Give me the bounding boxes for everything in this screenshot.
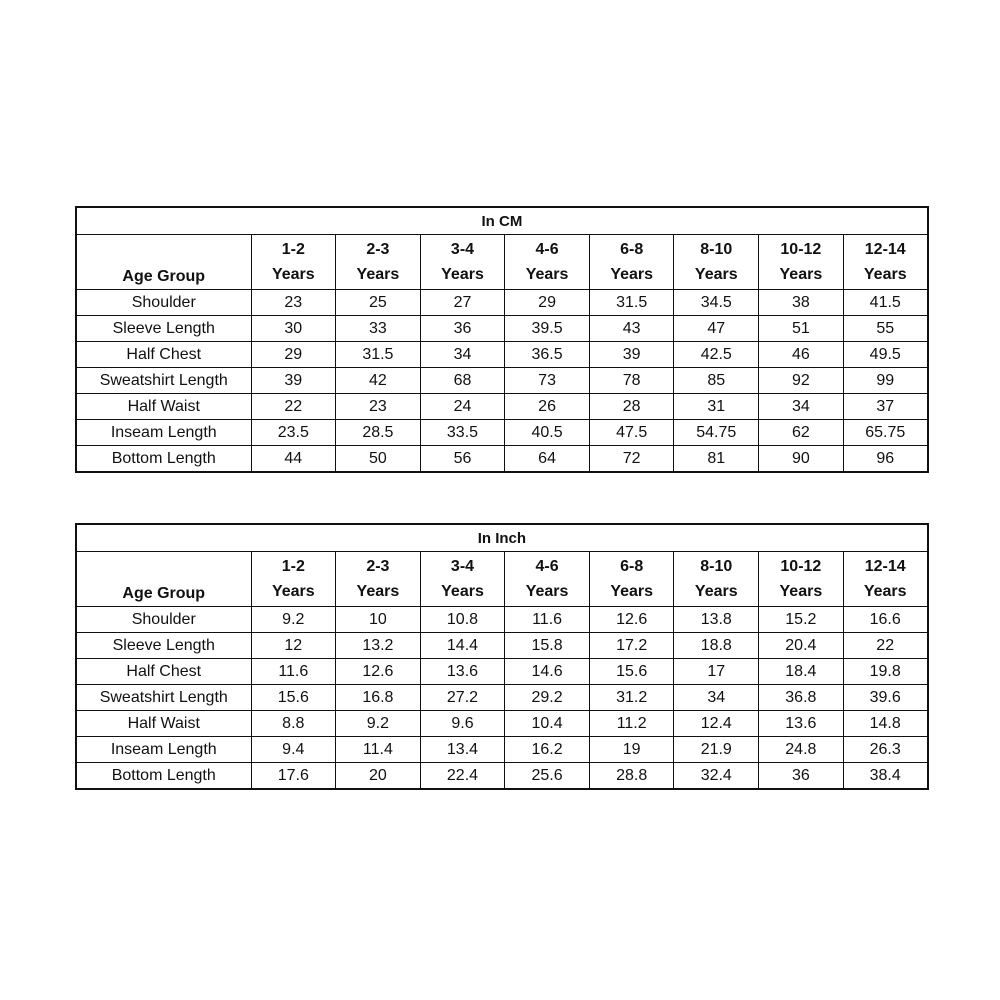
table-row — [76, 290, 928, 316]
measurement-value: 90 — [759, 446, 844, 473]
measurement-value: 41.5 — [843, 290, 928, 316]
measurement-value: 15.8 — [505, 633, 590, 659]
measurement-value: 72 — [589, 446, 674, 473]
measurement-label: Inseam Length — [76, 737, 251, 763]
measurement-value: 17.6 — [251, 763, 336, 790]
measurement-value: 47 — [674, 316, 759, 342]
measurement-value: 13.6 — [420, 659, 505, 685]
measurement-value: 81 — [674, 446, 759, 473]
measurement-value: 44 — [251, 446, 336, 473]
measurement-value: 29 — [505, 290, 590, 316]
age-column-header — [843, 552, 928, 607]
measurement-value: 65.75 — [843, 420, 928, 446]
age-unit: Years — [271, 266, 315, 283]
age-range: 2-3 — [366, 241, 390, 258]
measurement-value: 23 — [336, 394, 421, 420]
age-unit: Years — [441, 266, 484, 283]
measurement-value: 28 — [589, 394, 674, 420]
measurement-value: 10 — [336, 607, 421, 633]
measurement-value: 29 — [251, 342, 336, 368]
table-row — [76, 633, 928, 659]
measurement-value: 40.5 — [505, 420, 590, 446]
table-row — [76, 394, 928, 420]
measurement-value: 19.8 — [843, 659, 928, 685]
measurement-label: Shoulder — [76, 290, 251, 316]
age-unit: Years — [779, 583, 823, 600]
measurement-value: 11.6 — [251, 659, 336, 685]
age-unit: Years — [779, 266, 823, 283]
measurement-value: 28.8 — [589, 763, 674, 790]
measurement-label: Sweatshirt Length — [76, 685, 251, 711]
measurement-value: 12.4 — [674, 711, 759, 737]
table-row — [76, 607, 928, 633]
measurement-value: 36.5 — [505, 342, 590, 368]
measurement-value: 26 — [505, 394, 590, 420]
age-range: 6-8 — [620, 558, 644, 575]
measurement-value: 17.2 — [589, 633, 674, 659]
measurement-value: 38 — [759, 290, 844, 316]
age-range: 1-2 — [281, 241, 305, 258]
measurement-value: 15.6 — [251, 685, 336, 711]
measurement-value: 24.8 — [759, 737, 844, 763]
table-row — [76, 316, 928, 342]
measurement-value: 46 — [759, 342, 844, 368]
age-unit: Years — [525, 266, 569, 283]
age-column-header — [420, 235, 505, 290]
measurement-value: 50 — [336, 446, 421, 473]
measurement-value: 39 — [251, 368, 336, 394]
measurement-value: 54.75 — [674, 420, 759, 446]
header-row — [76, 235, 928, 290]
table-row — [76, 763, 928, 790]
measurement-label: Half Chest — [76, 659, 251, 685]
measurement-value: 96 — [843, 446, 928, 473]
measurement-value: 30 — [251, 316, 336, 342]
measurement-value: 36 — [759, 763, 844, 790]
measurement-value: 31.5 — [336, 342, 421, 368]
age-unit: Years — [525, 583, 569, 600]
age-column-header — [251, 235, 336, 290]
age-range: 8-10 — [700, 241, 733, 258]
measurement-value: 13.6 — [759, 711, 844, 737]
measurement-label: Sleeve Length — [76, 633, 251, 659]
measurement-value: 68 — [420, 368, 505, 394]
age-range: 3-4 — [450, 558, 475, 575]
measurement-value: 27 — [420, 290, 505, 316]
measurement-value: 9.2 — [336, 711, 421, 737]
table-row — [76, 420, 928, 446]
measurement-value: 8.8 — [251, 711, 336, 737]
age-column-header — [759, 552, 844, 607]
measurement-value: 10.8 — [420, 607, 505, 633]
age-unit: Years — [863, 583, 907, 600]
age-unit: Years — [694, 583, 738, 600]
measurement-value: 22 — [843, 633, 928, 659]
measurement-value: 16.8 — [336, 685, 421, 711]
measurement-value: 37 — [843, 394, 928, 420]
age-unit: Years — [694, 266, 738, 283]
measurement-label: Sleeve Length — [76, 316, 251, 342]
age-unit: Years — [356, 266, 400, 283]
age-column-header — [589, 552, 674, 607]
age-unit: Years — [610, 266, 654, 283]
age-range: 10-12 — [780, 241, 822, 258]
measurement-value: 12.6 — [336, 659, 421, 685]
measurement-value: 11.2 — [589, 711, 674, 737]
age-column-header — [505, 235, 590, 290]
measurement-value: 49.5 — [843, 342, 928, 368]
measurement-value: 14.6 — [505, 659, 590, 685]
measurement-value: 14.4 — [420, 633, 505, 659]
age-unit: Years — [356, 583, 400, 600]
measurement-value: 9.4 — [251, 737, 336, 763]
measurement-value: 92 — [759, 368, 844, 394]
measurement-value: 42 — [336, 368, 421, 394]
age-group-header: Age Group — [76, 235, 251, 290]
measurement-value: 26.3 — [843, 737, 928, 763]
measurement-value: 31 — [674, 394, 759, 420]
measurement-value: 21.9 — [674, 737, 759, 763]
age-group-header: Age Group — [76, 552, 251, 607]
measurement-value: 13.4 — [420, 737, 505, 763]
age-unit: Years — [441, 583, 484, 600]
measurement-value: 28.5 — [336, 420, 421, 446]
measurement-value: 43 — [589, 316, 674, 342]
table-row — [76, 368, 928, 394]
measurement-label: Bottom Length — [76, 446, 251, 473]
measurement-label: Shoulder — [76, 607, 251, 633]
table-title: In Inch — [76, 524, 928, 552]
measurement-label: Half Chest — [76, 342, 251, 368]
measurement-label: Half Waist — [76, 711, 251, 737]
age-column-header — [759, 235, 844, 290]
measurement-value: 73 — [505, 368, 590, 394]
age-range: 2-3 — [366, 558, 390, 575]
measurement-value: 13.8 — [674, 607, 759, 633]
measurement-value: 19 — [589, 737, 674, 763]
measurement-value: 78 — [589, 368, 674, 394]
measurement-value: 16.2 — [505, 737, 590, 763]
age-unit: Years — [610, 583, 654, 600]
measurement-value: 85 — [674, 368, 759, 394]
age-unit: Years — [271, 583, 315, 600]
measurement-value: 23.5 — [251, 420, 336, 446]
measurement-value: 47.5 — [589, 420, 674, 446]
measurement-label: Inseam Length — [76, 420, 251, 446]
age-column-header — [336, 552, 421, 607]
measurement-value: 29.2 — [505, 685, 590, 711]
measurement-value: 51 — [759, 316, 844, 342]
table-row — [76, 342, 928, 368]
measurement-value: 25 — [336, 290, 421, 316]
age-range: 6-8 — [620, 241, 644, 258]
size-chart-cm-table — [75, 206, 929, 473]
measurement-value: 18.8 — [674, 633, 759, 659]
age-range: 10-12 — [780, 558, 822, 575]
age-column-header — [251, 552, 336, 607]
measurement-value: 27.2 — [420, 685, 505, 711]
measurement-value: 56 — [420, 446, 505, 473]
measurement-value: 11.4 — [336, 737, 421, 763]
measurement-value: 16.6 — [843, 607, 928, 633]
size-chart-inch-table — [75, 523, 929, 790]
age-range: 12-14 — [864, 558, 906, 575]
age-range: 4-6 — [535, 241, 559, 258]
age-column-header — [843, 235, 928, 290]
age-range: 8-10 — [700, 558, 733, 575]
measurement-value: 23 — [251, 290, 336, 316]
measurement-value: 99 — [843, 368, 928, 394]
table-row — [76, 737, 928, 763]
age-unit: Years — [863, 266, 907, 283]
measurement-label: Bottom Length — [76, 763, 251, 790]
table-title: In CM — [76, 207, 928, 235]
measurement-value: 20 — [336, 763, 421, 790]
header-row — [76, 552, 928, 607]
age-range: 4-6 — [535, 558, 559, 575]
age-range: 1-2 — [281, 558, 305, 575]
measurement-label: Half Waist — [76, 394, 251, 420]
measurement-label: Sweatshirt Length — [76, 368, 251, 394]
measurement-value: 34 — [759, 394, 844, 420]
measurement-value: 38.4 — [843, 763, 928, 790]
age-column-header — [589, 235, 674, 290]
measurement-value: 62 — [759, 420, 844, 446]
measurement-value: 32.4 — [674, 763, 759, 790]
age-column-header — [505, 552, 590, 607]
measurement-value: 13.2 — [336, 633, 421, 659]
measurement-value: 20.4 — [759, 633, 844, 659]
measurement-value: 10.4 — [505, 711, 590, 737]
measurement-value: 55 — [843, 316, 928, 342]
table-row — [76, 446, 928, 473]
measurement-value: 36.8 — [759, 685, 844, 711]
measurement-value: 9.2 — [251, 607, 336, 633]
table-row — [76, 685, 928, 711]
age-column-header — [336, 235, 421, 290]
measurement-value: 12.6 — [589, 607, 674, 633]
measurement-value: 36 — [420, 316, 505, 342]
measurement-value: 15.6 — [589, 659, 674, 685]
table-row — [76, 659, 928, 685]
measurement-value: 42.5 — [674, 342, 759, 368]
age-column-header — [674, 552, 759, 607]
measurement-value: 25.6 — [505, 763, 590, 790]
measurement-value: 22.4 — [420, 763, 505, 790]
table-body — [76, 290, 928, 473]
measurement-value: 31.5 — [589, 290, 674, 316]
measurement-value: 14.8 — [843, 711, 928, 737]
measurement-value: 39.5 — [505, 316, 590, 342]
measurement-value: 31.2 — [589, 685, 674, 711]
age-column-header — [674, 235, 759, 290]
measurement-value: 22 — [251, 394, 336, 420]
measurement-value: 34 — [420, 342, 505, 368]
measurement-value: 64 — [505, 446, 590, 473]
measurement-value: 34.5 — [674, 290, 759, 316]
measurement-value: 33.5 — [420, 420, 505, 446]
measurement-value: 24 — [420, 394, 505, 420]
measurement-value: 15.2 — [759, 607, 844, 633]
age-column-header — [420, 552, 505, 607]
table-row — [76, 711, 928, 737]
measurement-value: 12 — [251, 633, 336, 659]
measurement-value: 39 — [589, 342, 674, 368]
age-range: 12-14 — [864, 241, 906, 258]
measurement-value: 9.6 — [420, 711, 505, 737]
measurement-value: 11.6 — [505, 607, 590, 633]
measurement-value: 18.4 — [759, 659, 844, 685]
measurement-value: 17 — [674, 659, 759, 685]
measurement-value: 39.6 — [843, 685, 928, 711]
measurement-value: 33 — [336, 316, 421, 342]
table-body — [76, 607, 928, 790]
measurement-value: 34 — [674, 685, 759, 711]
age-range: 3-4 — [450, 241, 475, 258]
